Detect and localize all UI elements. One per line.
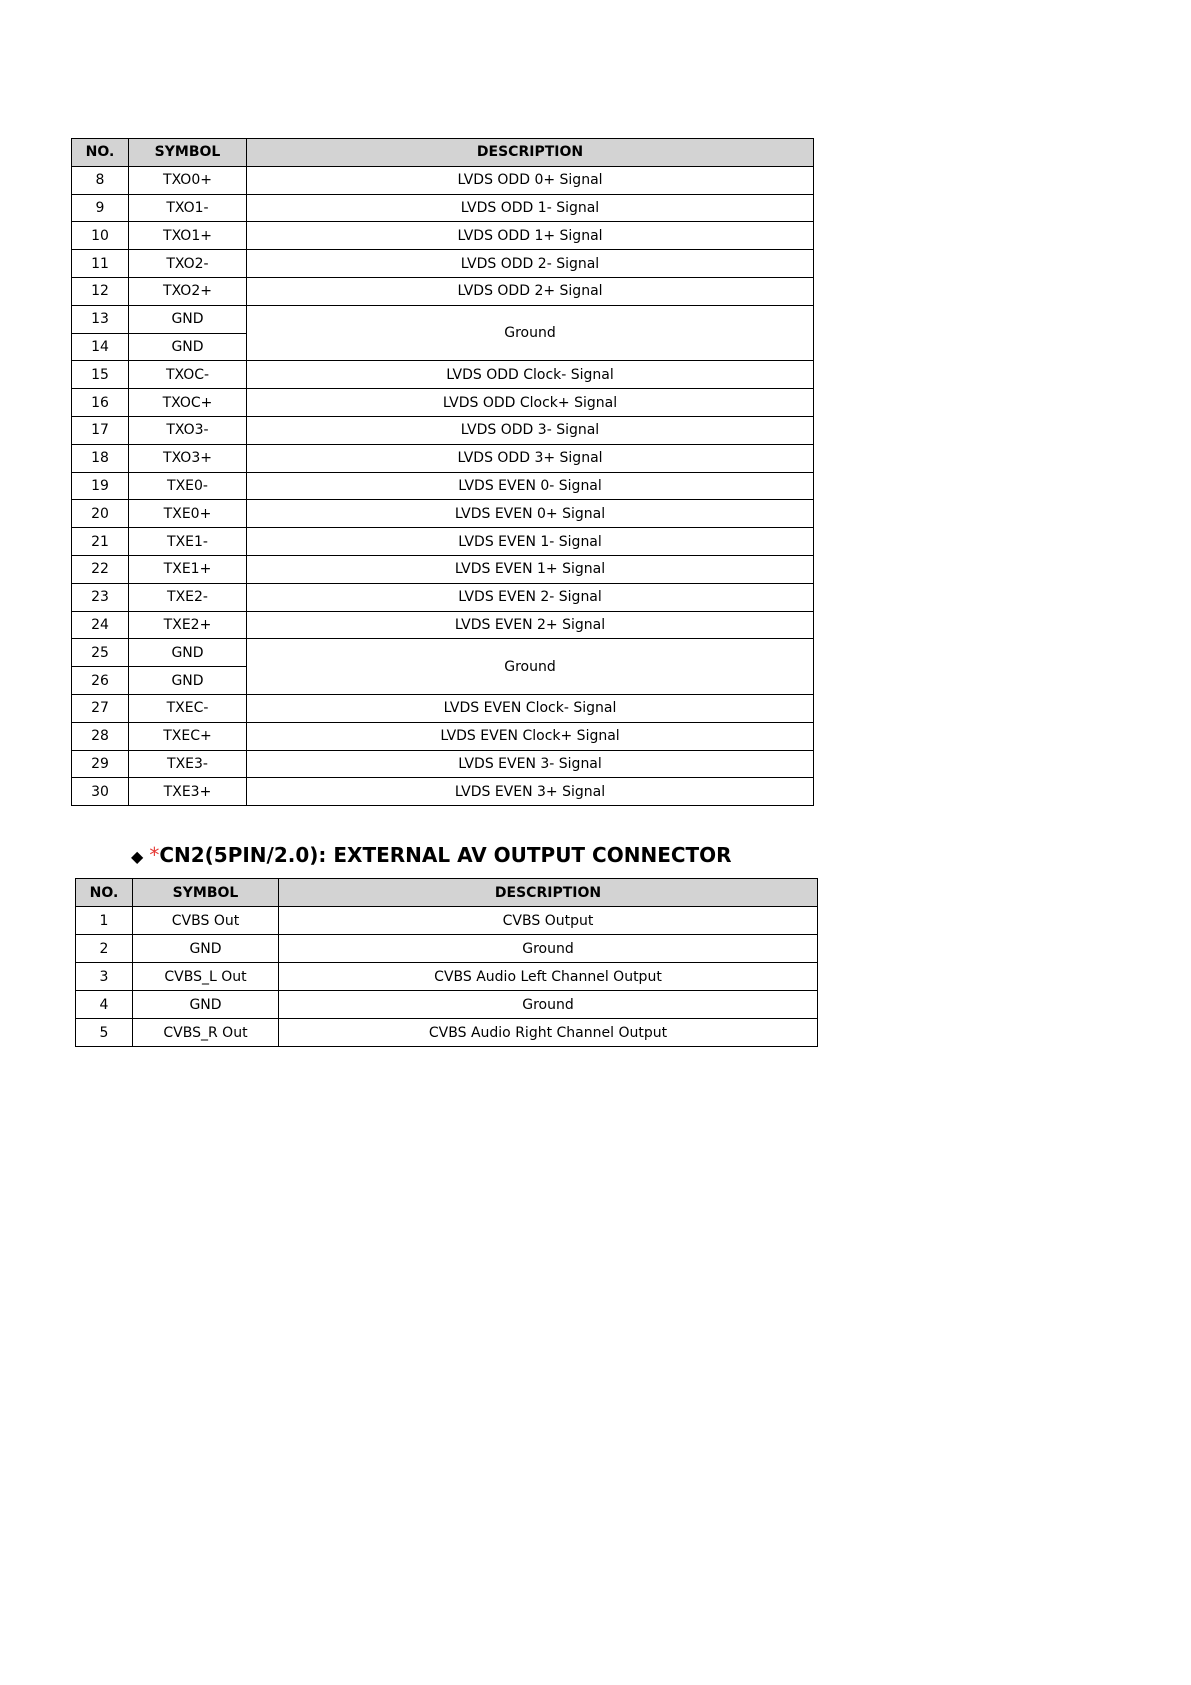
pin-number-cell: 25 bbox=[72, 639, 129, 667]
pin-symbol-cell: TXO3+ bbox=[129, 444, 247, 472]
pin-number-cell: 17 bbox=[72, 416, 129, 444]
pin-number-cell: 28 bbox=[72, 722, 129, 750]
pin-description-cell: CVBS Output bbox=[279, 907, 818, 935]
header-description: DESCRIPTION bbox=[279, 879, 818, 907]
av-output-pin-table-body bbox=[76, 907, 818, 1047]
pin-number-cell: 26 bbox=[72, 667, 129, 695]
pin-description-cell: LVDS ODD 2- Signal bbox=[247, 250, 814, 278]
pin-symbol-cell: TXOC- bbox=[129, 361, 247, 389]
pin-description-cell: LVDS ODD 2+ Signal bbox=[247, 277, 814, 305]
pin-description-cell: LVDS EVEN Clock- Signal bbox=[247, 694, 814, 722]
pin-symbol-cell: TXE2- bbox=[129, 583, 247, 611]
pin-number-cell: 8 bbox=[72, 166, 129, 194]
pin-number-cell: 14 bbox=[72, 333, 129, 361]
pin-symbol-cell: TXOC+ bbox=[129, 389, 247, 417]
av-output-pin-table bbox=[75, 878, 818, 1047]
table-row bbox=[72, 722, 814, 750]
pin-symbol-cell: GND bbox=[133, 991, 279, 1019]
pin-number-cell: 30 bbox=[72, 778, 129, 806]
header-description: DESCRIPTION bbox=[247, 139, 814, 167]
header-symbol: SYMBOL bbox=[129, 139, 247, 167]
pin-number-cell: 18 bbox=[72, 444, 129, 472]
table-row bbox=[72, 528, 814, 556]
pin-description-cell: LVDS EVEN Clock+ Signal bbox=[247, 722, 814, 750]
table-row bbox=[72, 694, 814, 722]
lvds-pin-table-body bbox=[72, 166, 814, 805]
pin-description-cell: Ground bbox=[247, 305, 814, 361]
pin-symbol-cell: CVBS_L Out bbox=[133, 963, 279, 991]
pin-description-cell: LVDS EVEN 2- Signal bbox=[247, 583, 814, 611]
table-row bbox=[76, 963, 818, 991]
table-row bbox=[76, 907, 818, 935]
pin-description-cell: Ground bbox=[247, 639, 814, 695]
table-header-row bbox=[72, 139, 814, 167]
pin-symbol-cell: TXO0+ bbox=[129, 166, 247, 194]
pin-number-cell: 24 bbox=[72, 611, 129, 639]
pin-description-cell: LVDS EVEN 0- Signal bbox=[247, 472, 814, 500]
pin-number-cell: 29 bbox=[72, 750, 129, 778]
table-row bbox=[72, 416, 814, 444]
pin-description-cell: LVDS ODD 3+ Signal bbox=[247, 444, 814, 472]
table-row bbox=[72, 277, 814, 305]
pin-description-cell: CVBS Audio Right Channel Output bbox=[279, 1019, 818, 1047]
table-row bbox=[72, 778, 814, 806]
pin-symbol-cell: CVBS_R Out bbox=[133, 1019, 279, 1047]
pin-symbol-cell: TXE2+ bbox=[129, 611, 247, 639]
table-row bbox=[72, 222, 814, 250]
pin-symbol-cell: GND bbox=[133, 935, 279, 963]
pin-description-cell: LVDS EVEN 2+ Signal bbox=[247, 611, 814, 639]
pin-description-cell: Ground bbox=[279, 935, 818, 963]
pin-description-cell: LVDS EVEN 3+ Signal bbox=[247, 778, 814, 806]
pin-symbol-cell: GND bbox=[129, 639, 247, 667]
pin-description-cell: LVDS EVEN 1+ Signal bbox=[247, 555, 814, 583]
pin-number-cell: 22 bbox=[72, 555, 129, 583]
header-no: NO. bbox=[72, 139, 129, 167]
table-row bbox=[72, 389, 814, 417]
pin-description-cell: LVDS ODD 1+ Signal bbox=[247, 222, 814, 250]
pin-symbol-cell: TXEC- bbox=[129, 694, 247, 722]
table-row bbox=[76, 1019, 818, 1047]
asterisk-mark: * bbox=[149, 843, 160, 867]
table-header-row bbox=[76, 879, 818, 907]
table-row bbox=[72, 583, 814, 611]
pin-symbol-cell: TXE3- bbox=[129, 750, 247, 778]
pin-number-cell: 16 bbox=[72, 389, 129, 417]
pin-description-cell: Ground bbox=[279, 991, 818, 1019]
pin-symbol-cell: GND bbox=[129, 667, 247, 695]
section-title: CN2(5PIN/2.0): EXTERNAL AV OUTPUT CONNECTOR bbox=[159, 843, 732, 867]
pin-description-cell: LVDS EVEN 0+ Signal bbox=[247, 500, 814, 528]
table-row bbox=[76, 935, 818, 963]
table-row bbox=[72, 250, 814, 278]
pin-description-cell: LVDS ODD 1- Signal bbox=[247, 194, 814, 222]
pin-number-cell: 9 bbox=[72, 194, 129, 222]
table-row bbox=[72, 555, 814, 583]
table-row bbox=[72, 500, 814, 528]
section-heading-cn2 bbox=[131, 843, 732, 867]
pin-description-cell: LVDS ODD 3- Signal bbox=[247, 416, 814, 444]
pin-symbol-cell: TXE1+ bbox=[129, 555, 247, 583]
pin-symbol-cell: TXO2+ bbox=[129, 277, 247, 305]
pin-number-cell: 21 bbox=[72, 528, 129, 556]
table-row bbox=[72, 639, 814, 667]
table-row bbox=[72, 166, 814, 194]
table-row bbox=[72, 194, 814, 222]
pin-symbol-cell: TXE0+ bbox=[129, 500, 247, 528]
table-row bbox=[72, 611, 814, 639]
pin-number-cell: 23 bbox=[72, 583, 129, 611]
header-no: NO. bbox=[76, 879, 133, 907]
table-row bbox=[72, 444, 814, 472]
pin-number-cell: 15 bbox=[72, 361, 129, 389]
table-row bbox=[72, 361, 814, 389]
table-row bbox=[76, 991, 818, 1019]
pin-number-cell: 19 bbox=[72, 472, 129, 500]
pin-number-cell: 27 bbox=[72, 694, 129, 722]
table-row bbox=[72, 472, 814, 500]
pin-symbol-cell: GND bbox=[129, 333, 247, 361]
pin-symbol-cell: CVBS Out bbox=[133, 907, 279, 935]
table-row bbox=[72, 750, 814, 778]
pin-description-cell: LVDS ODD Clock+ Signal bbox=[247, 389, 814, 417]
diamond-bullet-icon: ◆ bbox=[131, 847, 144, 866]
pin-number-cell: 1 bbox=[76, 907, 133, 935]
pin-description-cell: LVDS ODD Clock- Signal bbox=[247, 361, 814, 389]
pin-number-cell: 12 bbox=[72, 277, 129, 305]
pin-number-cell: 4 bbox=[76, 991, 133, 1019]
pin-number-cell: 13 bbox=[72, 305, 129, 333]
table-row bbox=[72, 305, 814, 333]
header-symbol: SYMBOL bbox=[133, 879, 279, 907]
pin-number-cell: 11 bbox=[72, 250, 129, 278]
pin-number-cell: 2 bbox=[76, 935, 133, 963]
pin-symbol-cell: TXO3- bbox=[129, 416, 247, 444]
pin-number-cell: 10 bbox=[72, 222, 129, 250]
pin-description-cell: LVDS ODD 0+ Signal bbox=[247, 166, 814, 194]
pin-symbol-cell: TXE0- bbox=[129, 472, 247, 500]
pin-symbol-cell: TXO1- bbox=[129, 194, 247, 222]
pin-description-cell: CVBS Audio Left Channel Output bbox=[279, 963, 818, 991]
pin-symbol-cell: GND bbox=[129, 305, 247, 333]
pin-description-cell: LVDS EVEN 1- Signal bbox=[247, 528, 814, 556]
pin-symbol-cell: TXEC+ bbox=[129, 722, 247, 750]
pin-number-cell: 20 bbox=[72, 500, 129, 528]
lvds-pin-table bbox=[71, 138, 814, 806]
pin-number-cell: 5 bbox=[76, 1019, 133, 1047]
pin-symbol-cell: TXE3+ bbox=[129, 778, 247, 806]
pin-symbol-cell: TXO2- bbox=[129, 250, 247, 278]
pin-symbol-cell: TXE1- bbox=[129, 528, 247, 556]
pin-number-cell: 3 bbox=[76, 963, 133, 991]
pin-description-cell: LVDS EVEN 3- Signal bbox=[247, 750, 814, 778]
pin-symbol-cell: TXO1+ bbox=[129, 222, 247, 250]
